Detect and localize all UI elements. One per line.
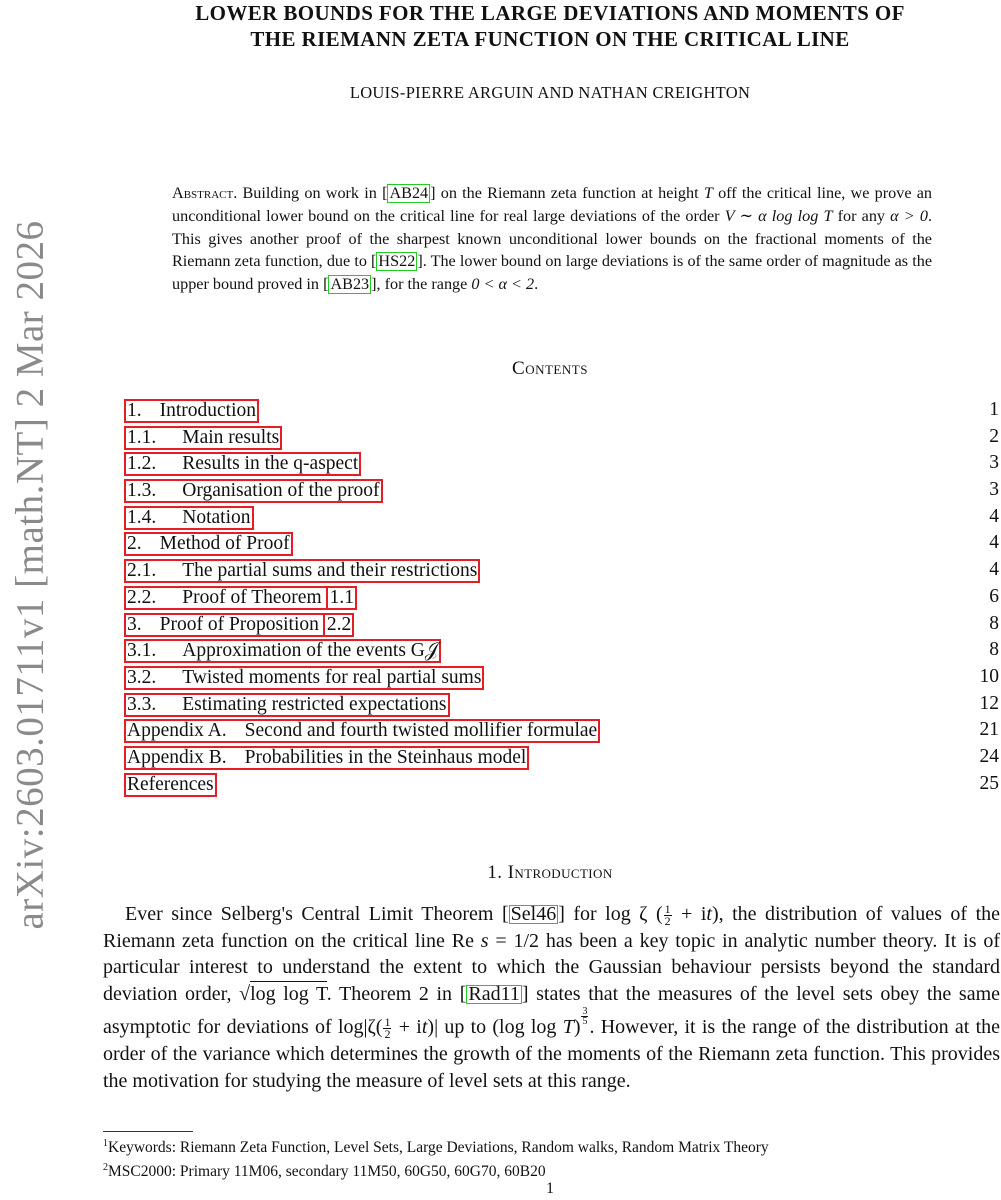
toc-link-references[interactable] <box>124 773 217 797</box>
toc-row <box>124 478 1001 505</box>
toc-row <box>124 772 1001 799</box>
toc-page: 25 <box>979 772 999 794</box>
citation-link-ab24[interactable]: AB24 <box>389 184 429 202</box>
abstract-text: . The lower bound on large deviations is of the same order of magnitude as the upper bound proved in <box>172 252 933 294</box>
toc-label: Results in the q-aspect <box>182 453 359 475</box>
toc-page: 3 <box>989 479 999 501</box>
toc-label: Twisted moments for real partial sums <box>182 666 482 688</box>
section-heading <box>100 862 1000 884</box>
exponent-three-fifths: $\frac{3}{5}$ <box>582 1006 588 1028</box>
abstract-text: , for the range <box>376 275 472 294</box>
sqrt-expression: log log T <box>250 982 327 1005</box>
body-text: Ever since Selberg's Central Limit Theorem <box>125 903 502 925</box>
toc-page: 8 <box>989 639 999 661</box>
toc-number: 1.2. <box>127 453 157 475</box>
toc-row <box>124 612 1001 639</box>
toc-number: 1.3. <box>127 480 157 502</box>
toc-row <box>124 745 1001 772</box>
citation-link-hs22[interactable]: HS22 <box>378 252 416 271</box>
table-of-contents <box>124 398 1001 798</box>
toc-link-proof-of-proposition[interactable] <box>124 613 354 637</box>
toc-label: Notation <box>182 506 251 528</box>
title-line-1: LOWER BOUNDS FOR THE LARGE DEVIATIONS AND MOMENTS OF <box>195 1 905 25</box>
toc-label: Introduction <box>159 400 257 421</box>
toc-page: 3 <box>989 452 999 474</box>
toc-label: Method of Proof <box>159 533 290 555</box>
toc-row <box>124 505 1001 532</box>
toc-label: Estimating restricted expectations <box>182 693 447 715</box>
toc-page: 8 <box>989 612 999 634</box>
toc-link-restricted-expectations[interactable] <box>124 693 450 717</box>
page-number: 1 <box>546 1180 554 1197</box>
toc-label: Main results <box>182 426 280 448</box>
body-text: states that the measures of the level sets obey the same asymptotic for deviations of log|ζ( <box>103 982 1001 1039</box>
citation-link-sel46[interactable]: Sel46 <box>510 903 557 925</box>
toc-label: References <box>127 773 214 795</box>
body-text: ), the distribution of values of the Riemann zeta function on the critical line Re <box>103 903 1000 952</box>
toc-page: 24 <box>979 745 999 767</box>
toc-page: 6 <box>989 585 999 607</box>
title-line-2: THE RIEMANN ZETA FUNCTION ON THE CRITICAL LINE <box>250 27 850 51</box>
body-text: . However, it is the range of the distribution at the order of the variance which determines the growth of the moments of the Riemann zeta function. This provides the motivation for studying the measure of level sets at this range. <box>103 1016 1001 1092</box>
toc-row <box>124 585 1001 612</box>
body-text: )| up to (log log <box>427 1016 563 1039</box>
citation-link-ab23[interactable]: AB23 <box>330 275 370 294</box>
abstract-label: Abstract <box>172 184 234 202</box>
toc-link-notation[interactable] <box>124 506 254 530</box>
toc-number: 2. <box>127 533 142 555</box>
toc-label: Second and fourth twisted mollifier formulae <box>244 720 598 742</box>
abstract-text: . <box>534 275 539 294</box>
toc-page: 1 <box>989 399 999 420</box>
arxiv-identifier: arXiv:2603.01711v1 [math.NT] 2 Mar 2026 <box>8 220 52 930</box>
toc-number: 3.1. <box>127 640 157 662</box>
math-symbol: t <box>421 1016 428 1039</box>
toc-page: 4 <box>989 532 999 554</box>
toc-page: 4 <box>989 559 999 581</box>
toc-label: Probabilities in the Steinhaus model <box>244 746 527 768</box>
toc-link-q-aspect[interactable] <box>124 452 361 476</box>
footnotes <box>103 1134 1000 1182</box>
toc-number: Appendix A. <box>127 720 227 742</box>
toc-page: 2 <box>989 425 999 447</box>
toc-link-twisted-moments[interactable] <box>124 666 484 690</box>
toc-number: 3.2. <box>127 666 157 688</box>
authors: LOUIS-PIERRE ARGUIN AND NATHAN CREIGHTON <box>349 83 751 102</box>
toc-page: 12 <box>979 692 999 714</box>
toc-label: The partial sums and their restrictions <box>182 560 478 582</box>
body-text: + i <box>672 903 707 925</box>
toc-number: 2.1. <box>127 560 157 582</box>
toc-row <box>124 558 1001 585</box>
arxiv-stamp <box>0 0 60 1200</box>
abstract-text: . This gives another proof of the sharpest known unconditional lower bounds on the fractional moments of the Riemann zeta function, due to <box>172 206 933 271</box>
theorem-ref-link[interactable]: 1.1 <box>326 588 354 608</box>
body-text: + i <box>392 1016 422 1039</box>
toc-page: 4 <box>989 505 999 527</box>
paper-title <box>100 0 1000 52</box>
toc-link-appendix-a[interactable] <box>124 719 600 743</box>
toc-page: 10 <box>979 665 999 687</box>
toc-row <box>124 638 1001 665</box>
body-text: = 1/2 has been a key topic in analytic number theory. It is of particular interest to understand the extent to which the Gaussian behaviour persists beyond the standard deviation order, <box>103 929 1000 1005</box>
citation-link-rad11[interactable]: Rad11 <box>468 982 520 1005</box>
abstract-text: . Building on work in <box>233 184 383 202</box>
toc-label: Proof of Theorem <box>182 586 322 608</box>
toc-label: Proof of Proposition <box>159 613 319 635</box>
body-text: ) <box>573 1016 581 1039</box>
toc-link-appendix-b[interactable] <box>124 746 529 770</box>
toc-link-method-of-proof[interactable] <box>124 532 293 556</box>
toc-row <box>124 718 1001 745</box>
math-symbol: T <box>703 184 713 202</box>
toc-number: 2.2. <box>127 586 157 608</box>
intro-paragraph: Ever since Selberg's Central Limit Theorem [ Sel46 ] for log ζ ( $\frac{1}{2}$ + it), the distribution of values of the Riemann zeta function on the critical line Re s = 1/2 has been a key topic in analytic number theory. It is of particular interest to understand the extent to which the Gaussian behaviour persists beyond the standard deviation order, √log log T. Theorem 2 in [ Rad11 ] states that the measures of the level sets obey the same asymptotic for deviations of log|ζ( $\frac{1}{2}$ + it)| up to (log log T) $\frac{3}{5}$ . However, it is the range of the distribution at the order of the variance which determines the growth of the moments of the Riemann zeta function. This provides the motivation for studying the measure of level sets at this range. <box>103 901 1001 1092</box>
toc-row <box>124 451 1001 478</box>
toc-row <box>124 692 1001 719</box>
toc-link-partial-sums[interactable] <box>124 559 480 583</box>
math-symbol: s <box>480 929 489 952</box>
body-text: for log ζ ( <box>564 903 663 925</box>
toc-number: 3. <box>127 613 142 635</box>
fraction-one-half: $\frac{1}{2}$ <box>384 1015 391 1042</box>
toc-label: Organisation of the proof <box>182 480 380 502</box>
math-expression: 0 < α < 2 <box>471 275 535 294</box>
section-title: Introduction <box>507 862 613 883</box>
toc-link-proof-of-theorem[interactable] <box>124 586 357 610</box>
toc-number: 1.1. <box>127 426 157 448</box>
body-text: . Theorem 2 in <box>326 982 460 1005</box>
toc-number: 1.4. <box>127 506 157 528</box>
math-symbol: T <box>562 1016 574 1039</box>
toc-page: 21 <box>979 719 999 741</box>
toc-link-introduction[interactable] <box>124 399 259 423</box>
abstract-text: off the critical line, we prove an unconditional lower bound on the critical line for real large deviations of the order <box>172 184 932 225</box>
footnote-msc: $^2$MSC2000: Primary 11M06, secondary 11M50, 60G50, 60G70, 60B20 <box>103 1162 546 1180</box>
footnote-keywords: $^1$Keywords: Riemann Zeta Function, Level Sets, Large Deviations, Random walks, Random Matrix Theory <box>103 1138 769 1156</box>
math-expression: α > 0 <box>890 206 928 225</box>
toc-row <box>124 665 1001 692</box>
toc-row <box>124 425 1001 452</box>
section-number: 1. <box>487 862 503 883</box>
toc-link-organisation[interactable] <box>124 479 383 503</box>
toc-number: 1. <box>127 400 142 421</box>
abstract: Abstract. Building on work in [ AB24 ] on the Riemann zeta function at height T off the critical line, we prove an unconditional lower bound on the critical line for real large deviations of the order V ∼ α log log T for any α > 0. This gives another proof of the sharpest known unconditional lower bounds on the fractional moments of the Riemann zeta function, due to [ HS22 ]. The lower bound on large deviations is of the same order of magnitude as the upper bound proved in [ AB23 ], for the range 0 < α < 2. <box>172 184 933 294</box>
toc-label: Approximation of the events G𝒥 <box>182 640 439 662</box>
abstract-text: on the Riemann zeta function at height <box>435 184 704 202</box>
proposition-ref-link[interactable]: 2.2 <box>323 615 351 635</box>
contents-heading: Contents <box>512 358 588 379</box>
toc-number: Appendix B. <box>127 746 227 768</box>
math-expression: V ∼ α log log T <box>724 206 833 225</box>
toc-row <box>124 398 1001 425</box>
toc-number: 3.3. <box>127 693 157 715</box>
toc-row <box>124 531 1001 558</box>
math-symbol: t <box>706 903 712 925</box>
abstract-text: for any <box>832 206 891 225</box>
toc-link-approximation[interactable] <box>124 639 441 663</box>
fraction-one-half: $\frac{1}{2}$ <box>664 901 671 928</box>
toc-link-main-results[interactable] <box>124 426 282 450</box>
footnote-divider <box>103 1131 193 1132</box>
